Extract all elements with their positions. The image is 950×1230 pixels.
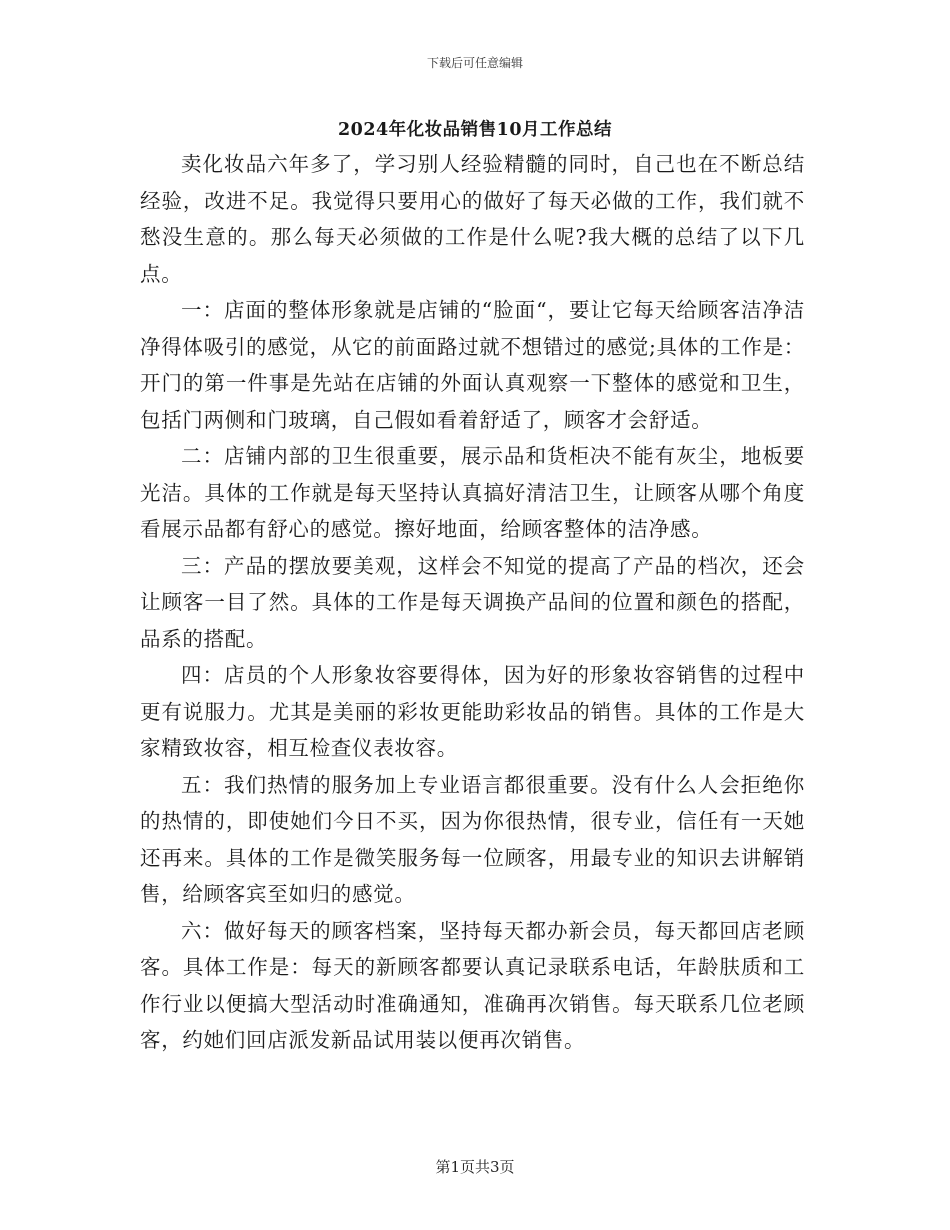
header-note: 下载后可任意编辑 [426,56,523,70]
point-6-paragraph: 六：做好每天的顾客档案，坚持每天都办新会员，每天都回店老顾客。具体工作是：每天的新顾客都要认真记录联系电话，年龄肤质和工作行业以便搞大型活动时准确通知，准确再次销售。每天联系几位老顾客，约她们回店派发新品试用装以便再次销售。 [140,918,805,1052]
point-4-paragraph: 四：店员的个人形象妆容要得体，因为好的形象妆容销售的过程中更有说服力。尤其是美丽的彩妆更能助彩妆品的销售。具体的工作是大家精致妆容，相互检查仪表妆容。 [140,663,805,760]
page-number-footer: 第1页共3页 [435,1158,515,1176]
document-title: 2024年化妆品销售10月工作总结 [337,120,613,140]
point-1-paragraph: 一：店面的整体形象就是店铺的“脸面“，要让它每天给顾客洁净洁净得体吸引的感觉，从它的前面路过就不想错过的感觉;具体的工作是：开门的第一件事是先站在店铺的外面认真观察一下整体的感觉和卫生，包括门两侧和门玻璃，自己假如看着舒适了，顾客才会舒适。 [140,298,805,432]
point-2-paragraph: 二：店铺内部的卫生很重要，展示品和货柜决不能有灰尘，地板要光洁。具体的工作就是每天坚持认真搞好清洁卫生，让顾客从哪个角度看展示品都有舒心的感觉。擦好地面，给顾客整体的洁净感。 [140,444,805,541]
point-5-paragraph: 五：我们热情的服务加上专业语言都很重要。没有什么人会拒绝你的热情的，即使她们今日不买，因为你很热情，很专业，信任有一天她还再来。具体的工作是微笑服务每一位顾客，用最专业的知识去讲解销售，给顾客宾至如归的感觉。 [140,772,805,906]
point-3-paragraph: 三：产品的摆放要美观，这样会不知觉的提高了产品的档次，还会让顾客一目了然。具体的工作是每天调换产品间的位置和颜色的搭配，品系的搭配。 [140,553,805,651]
intro-paragraph: 卖化妆品六年多了，学习别人经验精髓的同时，自己也在不断总结经验，改进不足。我觉得只要用心的做好了每天必做的工作，我们就不愁没生意的。那么每天必须做的工作是什么呢?我大概的总结了以下几点。 [140,152,805,286]
document-body [140,146,805,1059]
